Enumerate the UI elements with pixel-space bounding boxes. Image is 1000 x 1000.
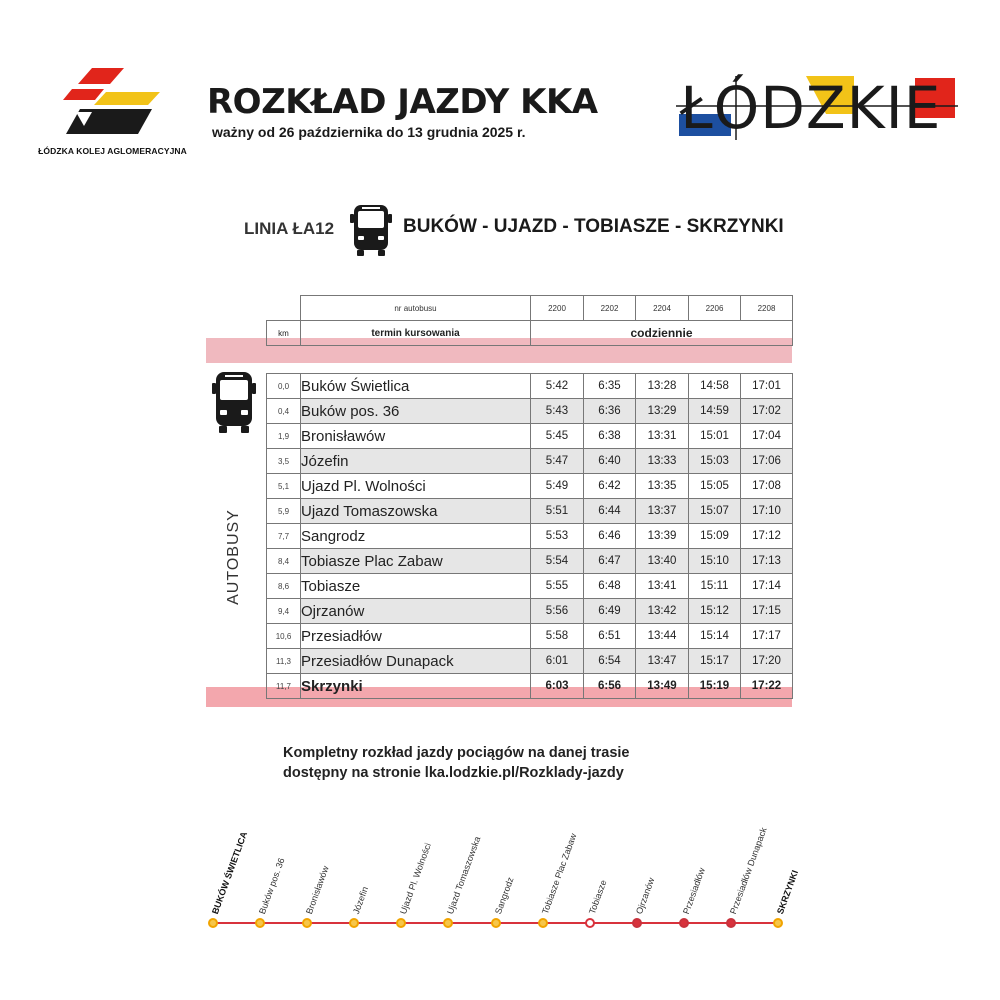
departure-time-cell: 6:51 [584,624,636,649]
departure-time-cell: 13:47 [636,649,689,674]
stop-name-cell: Bronisławów [301,424,531,449]
departure-time-cell: 6:03 [531,674,584,699]
departure-time-cell: 15:11 [689,574,741,599]
departure-time-cell: 5:49 [531,474,584,499]
bus-icon [350,205,392,262]
departure-time-cell: 5:58 [531,624,584,649]
departure-time-cell: 13:41 [636,574,689,599]
departure-time-cell: 15:19 [689,674,741,699]
departure-time-cell: 15:14 [689,624,741,649]
stop-name-cell: Ojrzanów [301,599,531,624]
departure-time-cell: 13:44 [636,624,689,649]
km-cell: 8,4 [267,549,301,574]
departure-time-cell: 15:12 [689,599,741,624]
departure-time-cell: 5:51 [531,499,584,524]
km-cell: 5,9 [267,499,301,524]
departure-time-cell: 17:14 [741,574,793,599]
departure-time-cell: 6:42 [584,474,636,499]
bus-icon-side [212,372,256,439]
km-cell: 11,3 [267,649,301,674]
lka-logo-icon [62,68,162,142]
validity-text: ważny od 26 października do 13 grudnia 2025 r. [212,124,526,140]
timetable-row [267,499,793,524]
departure-time-cell: 13:35 [636,474,689,499]
route-stop-dot [208,918,218,928]
timetable-row [267,424,793,449]
stop-name-cell: Przesiadłów Dunapack [301,649,531,674]
departure-time-cell: 6:54 [584,649,636,674]
departure-time-cell: 17:20 [741,649,793,674]
departure-time-cell: 15:07 [689,499,741,524]
departure-time-cell: 6:40 [584,449,636,474]
departure-time-cell: 15:17 [689,649,741,674]
route-stop-label: Przesiadłów Dunapack [727,825,769,916]
km-cell: 9,4 [267,599,301,624]
km-header: km [267,321,301,346]
term-header: termin kursowania [301,321,531,346]
route-stop-label: Tobiasze Plac Zabaw [539,832,579,916]
bus-number: 2208 [741,296,793,321]
timetable-row [267,399,793,424]
departure-time-cell: 5:56 [531,599,584,624]
departure-time-cell: 17:15 [741,599,793,624]
route-stop-label: Ojrzanów [633,876,657,916]
departure-time-cell: 5:42 [531,374,584,399]
km-cell: 1,9 [267,424,301,449]
departure-time-cell: 6:47 [584,549,636,574]
stop-name-cell: Buków Świetlica [301,374,531,399]
departure-time-cell: 15:03 [689,449,741,474]
departure-time-cell: 13:28 [636,374,689,399]
timetable-row [267,574,793,599]
info-note-line-2: dostępny na stronie lka.lodzkie.pl/Rozklady-jazdy [283,765,624,781]
term-row [267,321,793,346]
route-stop-dot [726,918,736,928]
departure-time-cell: 13:39 [636,524,689,549]
stop-name-cell: Tobiasze [301,574,531,599]
bus-number: 2202 [584,296,636,321]
timetable-row [267,649,793,674]
timetable [266,295,793,699]
departure-time-cell: 6:35 [584,374,636,399]
stop-name-cell: Sangrodz [301,524,531,549]
bus-number-row [267,296,793,321]
departure-time-cell: 5:45 [531,424,584,449]
route-stop-label: Ujazd Pl. Wolności [398,841,434,916]
departure-time-cell: 6:46 [584,524,636,549]
route-stop-dot [632,918,642,928]
departure-time-cell: 5:55 [531,574,584,599]
departure-time-cell: 5:53 [531,524,584,549]
departure-time-cell: 17:10 [741,499,793,524]
departure-time-cell: 17:17 [741,624,793,649]
region-logo-text: ŁÓDZKIE [680,74,942,142]
departure-time-cell: 17:22 [741,674,793,699]
route-stop-dot [396,918,406,928]
route-stop-label: Buków pos. 36 [257,856,287,916]
departure-time-cell: 6:48 [584,574,636,599]
lka-logo [30,62,195,162]
departure-time-cell: 5:47 [531,449,584,474]
route-stop-label: Bronisławów [304,864,331,916]
departure-time-cell: 15:01 [689,424,741,449]
mode-label: AUTOBUSY [225,509,242,605]
route-stop-label: BUKÓW ŚWIETLICA [210,830,250,916]
spacer-row [267,346,793,374]
km-cell: 0,4 [267,399,301,424]
lodzkie-logo [676,76,958,140]
route-stop-label: Sangrodz [492,875,516,916]
departure-time-cell: 6:56 [584,674,636,699]
km-cell: 5,1 [267,474,301,499]
stop-name-cell: Tobiasze Plac Zabaw [301,549,531,574]
timetable-row [267,674,793,699]
route-stop-label: SKRZYNKI [775,868,801,916]
route-stop-dot [585,918,595,928]
departure-time-cell: 6:36 [584,399,636,424]
timetable-row [267,599,793,624]
route-stop-label: Ujazd Tomaszowska [445,835,483,916]
departure-time-cell: 17:13 [741,549,793,574]
route-stop-dot [538,918,548,928]
departure-time-cell: 5:54 [531,549,584,574]
departure-time-cell: 5:43 [531,399,584,424]
route-stop-dot [349,918,359,928]
departure-time-cell: 17:01 [741,374,793,399]
stop-name-cell: Przesiadłów [301,624,531,649]
route-stop-dot [773,918,783,928]
bus-number-header: nr autobusu [301,296,531,321]
departure-time-cell: 17:08 [741,474,793,499]
km-cell: 11,7 [267,674,301,699]
km-cell: 10,6 [267,624,301,649]
departure-time-cell: 15:10 [689,549,741,574]
timetable-row [267,549,793,574]
stop-name-cell: Skrzynki [301,674,531,699]
km-cell: 0,0 [267,374,301,399]
term-value: codziennie [531,321,793,346]
departure-time-cell: 17:06 [741,449,793,474]
info-note [283,743,629,783]
route-stop-dot [491,918,501,928]
departure-time-cell: 13:31 [636,424,689,449]
timetable-row [267,449,793,474]
departure-time-cell: 14:59 [689,399,741,424]
departure-time-cell: 6:01 [531,649,584,674]
departure-time-cell: 6:44 [584,499,636,524]
bus-number: 2204 [636,296,689,321]
page-title: ROZKŁAD JAZDY KKA [207,82,598,122]
route-stop-dot [443,918,453,928]
info-note-line-1: Kompletny rozkład jazdy pociągów na danej trasie [283,745,630,761]
route-stop-label: Józefin [351,885,371,916]
departure-time-cell: 6:38 [584,424,636,449]
departure-time-cell: 13:29 [636,399,689,424]
departure-time-cell: 15:09 [689,524,741,549]
bus-number: 2200 [531,296,584,321]
bus-number: 2206 [689,296,741,321]
departure-time-cell: 13:42 [636,599,689,624]
departure-time-cell: 15:05 [689,474,741,499]
stop-name-cell: Ujazd Pl. Wolności [301,474,531,499]
route-stop-dot [679,918,689,928]
departure-time-cell: 17:04 [741,424,793,449]
departure-time-cell: 17:02 [741,399,793,424]
line-label: LINIA ŁA12 [244,219,335,238]
departure-time-cell: 13:33 [636,449,689,474]
departure-time-cell: 13:49 [636,674,689,699]
km-cell: 7,7 [267,524,301,549]
timetable-row [267,374,793,399]
km-cell: 3,5 [267,449,301,474]
operator-name: ŁÓDZKA KOLEJ AGLOMERACYJNA [38,146,187,156]
stop-name-cell: Józefin [301,449,531,474]
departure-time-cell: 6:49 [584,599,636,624]
timetable-row [267,624,793,649]
stop-name-cell: Ujazd Tomaszowska [301,499,531,524]
route-stop-dot [255,918,265,928]
departure-time-cell: 13:40 [636,549,689,574]
stop-name-cell: Buków pos. 36 [301,399,531,424]
departure-time-cell: 17:12 [741,524,793,549]
route-stop-label: Tobiasze [586,878,609,916]
route-stop-label: Przesiadłów [680,866,707,916]
route-stop-dot [302,918,312,928]
timetable-row [267,524,793,549]
timetable-row [267,474,793,499]
departure-time-cell: 14:58 [689,374,741,399]
route-title: BUKÓW - UJAZD - TOBIASZE - SKRZYNKI [403,216,784,237]
departure-time-cell: 13:37 [636,499,689,524]
km-cell: 8,6 [267,574,301,599]
